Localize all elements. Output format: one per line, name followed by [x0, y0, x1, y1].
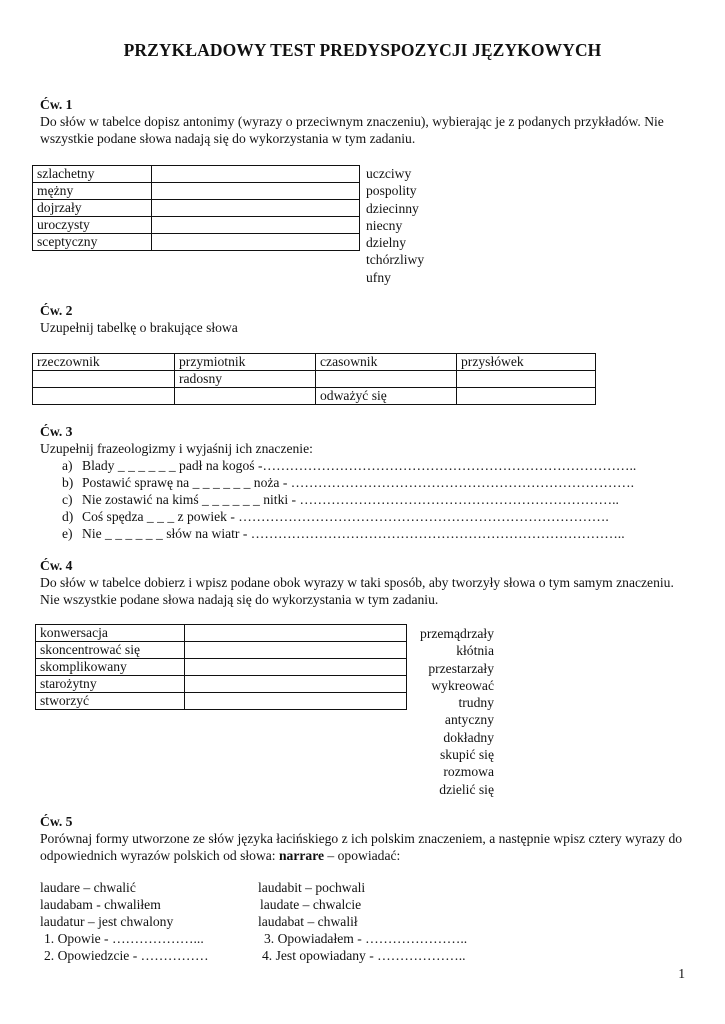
ex2-header: rzeczownik [33, 354, 175, 371]
ex4-answer-cell[interactable] [185, 625, 407, 642]
ex3-items [62, 457, 690, 542]
ex2-cell[interactable] [33, 388, 175, 405]
table-row [36, 676, 407, 693]
ex5-task[interactable]: 1. Opowie - ………………... [44, 931, 204, 946]
table-row [36, 659, 407, 676]
list-item: dzielić się [439, 781, 494, 797]
item-label: d) [62, 509, 74, 524]
ex2-cell: radosny [175, 371, 316, 388]
ex4-answer-cell[interactable] [185, 693, 407, 710]
ex1-instructions: Do słów w tabelce dopisz antonimy (wyrazy o przeciwnym znaczeniu), wybierając je z podanych przykładów. Nie wszystkie podane słowa nadają się do wykorzystania w tym zadaniu. [40, 114, 664, 146]
ex1-word: dojrzały [33, 200, 152, 217]
ex4-instructions: Do słów w tabelce dobierz i wpisz podane obok wyrazy w taki sposób, aby tworzyły słowa o tym samym znaczeniu. Nie wszystkie podane słowa nadają się do wykorzystania w tym zadaniu. [40, 575, 674, 607]
ex1-word: uroczysty [33, 217, 152, 234]
list-item: skupić się [440, 747, 494, 763]
table-row [33, 183, 360, 200]
item-text[interactable]: Nie _ _ _ _ _ _ słów na wiatr - ……………………………………………………………………….. [82, 526, 625, 541]
list-item: dokładny [443, 729, 494, 745]
ex2-cell[interactable] [316, 371, 457, 388]
list-item [62, 525, 690, 542]
ex4-word: konwersacja [36, 625, 185, 642]
ex2-header: przymiotnik [175, 354, 316, 371]
list-item: laudabat – chwalił [258, 914, 358, 929]
ex2-cell[interactable] [175, 388, 316, 405]
table-row [33, 166, 360, 183]
list-item: rozmowa [443, 764, 494, 780]
ex1-heading: Ćw. 1 [40, 97, 73, 112]
item-text[interactable]: Blady _ _ _ _ _ _ padł na kogoś -……………………………………………………………………….. [82, 458, 637, 473]
ex2-section [40, 302, 690, 336]
table-row [36, 693, 407, 710]
ex4-answer-cell[interactable] [185, 642, 407, 659]
list-item: laudare – chwalić [40, 880, 136, 895]
ex5-task[interactable]: 3. Opowiadałem - ………………….. [264, 931, 468, 946]
ex2-instructions: Uzupełnij tabelkę o brakujące słowa [40, 320, 238, 335]
ex3-instructions: Uzupełnij frazeologizmy i wyjaśnij ich znaczenie: [40, 441, 313, 456]
item-label: c) [62, 492, 73, 507]
table-row [33, 234, 360, 251]
list-item: antyczny [444, 712, 494, 728]
ex5-heading: Ćw. 5 [40, 814, 73, 829]
ex4-section [40, 557, 690, 608]
ex5-instr-tail: – opowiadać: [324, 848, 401, 863]
ex5-task[interactable]: 2. Opowiedzcie - …………… [44, 948, 209, 963]
list-item: pospolity [366, 183, 417, 199]
item-text[interactable]: Nie zostawić na kimś _ _ _ _ _ _ nitki - …………………………………………………………….. [82, 492, 619, 507]
ex1-word: mężny [33, 183, 152, 200]
list-item: niecny [366, 217, 403, 233]
list-item: przemądrzały [420, 626, 494, 641]
ex1-word: sceptyczny [33, 234, 152, 251]
list-item [62, 491, 690, 508]
ex1-answer-cell[interactable] [152, 200, 360, 217]
item-label: a) [62, 458, 73, 473]
list-item: laudatur – jest chwalony [40, 914, 174, 929]
ex4-word: stworzyć [36, 693, 185, 710]
list-item: laudabam - chwaliłem [40, 897, 161, 912]
ex4-word: skomplikowany [36, 659, 185, 676]
ex1-word: szlachetny [33, 166, 152, 183]
table-row [36, 642, 407, 659]
ex4-options [414, 625, 494, 798]
table-row [33, 200, 360, 217]
ex2-cell[interactable] [33, 371, 175, 388]
ex5-key-word: narrare [278, 848, 325, 863]
item-label: e) [62, 526, 73, 541]
ex3-heading: Ćw. 3 [40, 424, 73, 439]
ex4-answer-cell[interactable] [185, 676, 407, 693]
item-text[interactable]: Postawić sprawę na _ _ _ _ _ _ noża - …………………………………………………………………. [82, 475, 635, 490]
ex5-task[interactable]: 4. Jest opowiadany - ……………….. [262, 948, 466, 963]
list-item: laudate – chwalcie [260, 897, 362, 912]
ex5-left-column [40, 879, 209, 964]
table-row [36, 625, 407, 642]
ex2-header: przysłówek [457, 354, 596, 371]
ex4-answer-cell[interactable] [185, 659, 407, 676]
table-row [33, 217, 360, 234]
ex5-right-column [258, 879, 467, 964]
ex4-word: skoncentrować się [36, 642, 185, 659]
ex3-section [40, 423, 690, 457]
ex5-instr-text: Porównaj formy utworzone ze słów języka łacińskiego z ich polskim znaczeniem, a następnie wpisz cztery wyrazy do odpowiednich wyrazów polskich od słowa: [40, 831, 683, 863]
list-item: uczciwy [366, 166, 412, 181]
list-item: dziecinny [366, 200, 419, 216]
ex1-table [32, 165, 360, 251]
list-item: laudabit – pochwali [258, 880, 366, 895]
table-row [33, 388, 596, 405]
table-row [33, 371, 596, 388]
list-item: przestarzały [428, 660, 494, 676]
list-item: dzielny [366, 235, 407, 251]
ex4-table [35, 624, 407, 710]
ex2-cell: odważyć się [316, 388, 457, 405]
ex4-word: starożytny [36, 676, 185, 693]
list-item [62, 508, 690, 525]
ex1-answer-cell[interactable] [152, 166, 360, 183]
ex2-table [32, 353, 596, 405]
ex1-answer-cell[interactable] [152, 183, 360, 200]
ex4-heading: Ćw. 4 [40, 558, 73, 573]
item-text[interactable]: Coś spędza _ _ _ z powiek - ………………………………………………………………………. [82, 509, 609, 524]
list-item: kłótnia [456, 643, 494, 659]
ex1-options [366, 165, 424, 286]
list-item: wykreować [431, 677, 494, 693]
ex2-cell[interactable] [457, 371, 596, 388]
ex2-heading: Ćw. 2 [40, 303, 73, 318]
item-label: b) [62, 475, 74, 490]
list-item [62, 474, 690, 491]
ex1-answer-cell[interactable] [152, 234, 360, 251]
ex2-cell[interactable] [457, 388, 596, 405]
page-title: PRZYKŁADOWY TEST PREDYSPOZYCJI JĘZYKOWYCH [123, 40, 602, 60]
list-item: ufny [366, 269, 391, 285]
ex5-section [40, 813, 690, 864]
ex1-section [40, 96, 690, 147]
list-item: trudny [458, 695, 494, 711]
ex1-answer-cell[interactable] [152, 217, 360, 234]
page-number: 1 [678, 966, 685, 981]
table-row [33, 354, 596, 371]
ex5-instructions [40, 830, 690, 864]
list-item [62, 457, 690, 474]
ex2-header: czasownik [316, 354, 457, 371]
list-item: tchórzliwy [366, 252, 425, 268]
